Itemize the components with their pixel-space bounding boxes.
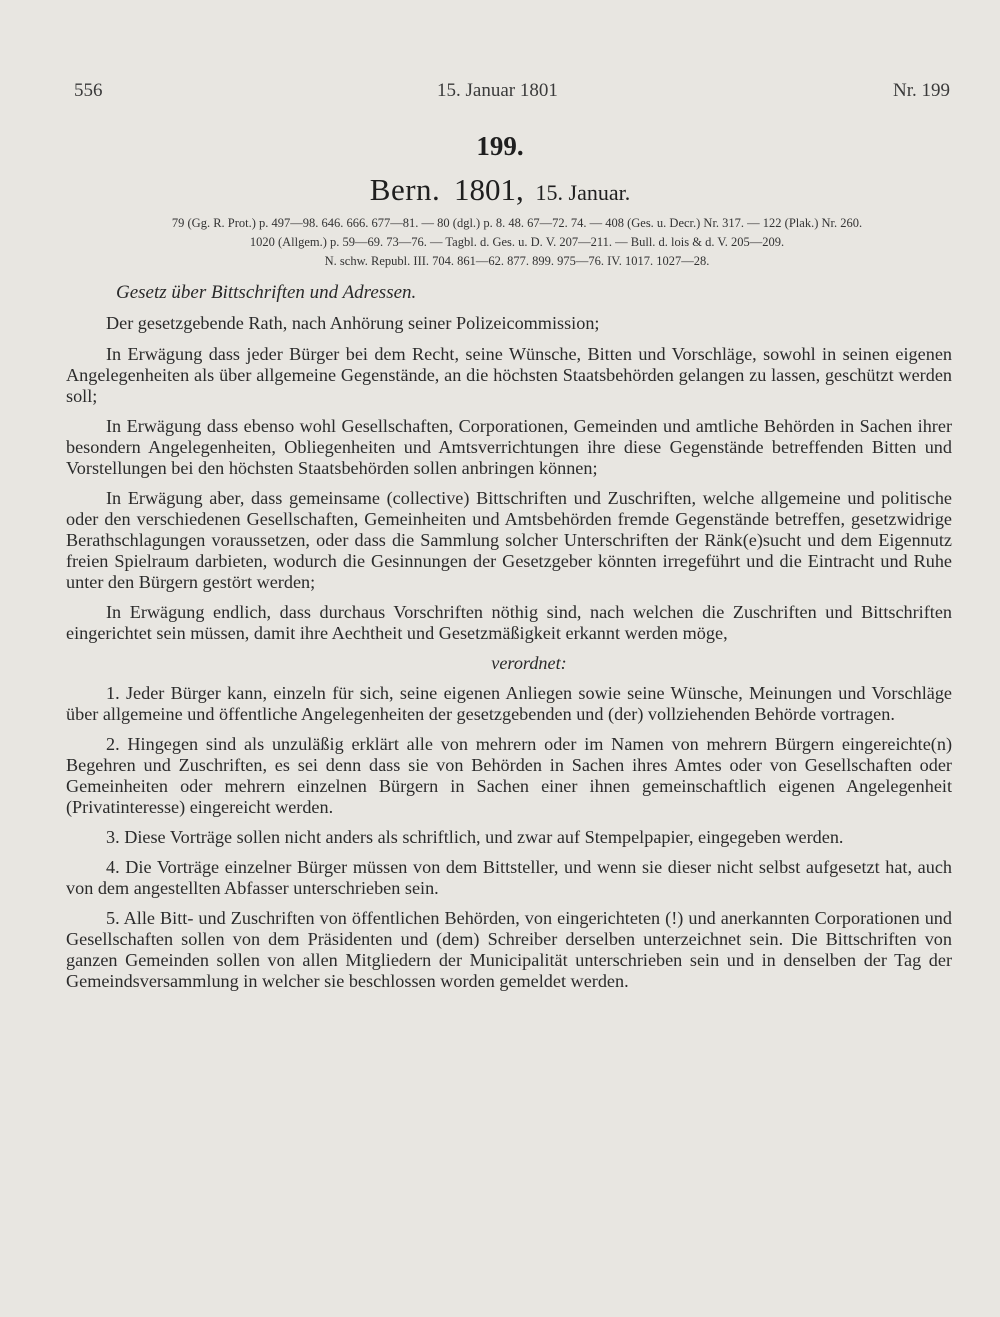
article-paragraph: 5. Alle Bitt- und Zuschriften von öffentlichen Behörden, von eingerichteten (!) und anerkannten Corporationen und Gesellschaften sollen von dem Präsidenten und (dem) Schreiber derselben unterzeichnet sein. Die Bittschriften von ganzen Gemeinden sollen von allen Mitgliedern der Municipalität unterschrieben sein und in denselben der Tag der Gemeindsversammlung in welcher sie beschlossen worden gemeldet werden.: [66, 908, 952, 991]
header-date: 15. Januar 1801: [437, 80, 558, 101]
article-paragraph: 4. Die Vorträge einzelner Bürger müssen von dem Bittsteller, und wenn sie dieser nicht selbst aufgesetzt hat, auch von dem angestellten Abfasser unterschrieben sein.: [66, 857, 952, 898]
law-body: [66, 313, 952, 1001]
decree-word: verordnet:: [491, 653, 567, 673]
preamble-paragraph: Der gesetzgebende Rath, nach Anhörung seiner Polizeicommission;: [106, 313, 600, 333]
document-number: 199.: [476, 131, 524, 161]
consideration-paragraph: In Erwägung endlich, dass durchaus Vorschriften nöthig sind, nach welchen die Zuschriften und Bittschriften eingerichtet sein müssen, damit ihre Aechtheit und Gesetzmäßigkeit erkannt werden möge,: [66, 602, 952, 643]
article-paragraph: 2. Hingegen sind als unzuläßig erklärt alle von mehrern oder im Namen von mehrern Bürgern eingereichte(n) Begehren und Zuschriften, es sei denn dass sie von Behörden in Sachen ihres Amtes oder von Gesellschaften oder Gemeinheiten oder mehrern einzelnen Bürgern in Sachen einer ihnen gemeinschaftlich eigenen Angelegenheit (Privatinteresse) eingereicht werden.: [66, 734, 952, 817]
consideration-paragraph: In Erwägung aber, dass gemeinsame (collective) Bittschriften und Zuschriften, welche allgemeine und politische oder den verschiedenen Gesellschaften, Gemeinheiten und Amtsbehörden fremde Gegenstände betreffen, gesetzwidrige Berathschlagungen voraussetzen, oder dass die Sammlung solcher Unterschriften der Ränk(e)sucht und dem Eigennutz freien Spielraum darbieten, wodurch die Gesinnungen der Gesetzgeber könnten irregeführt und die Eintracht und Ruhe unter den Bürgern gestört werden;: [66, 488, 952, 592]
article-paragraph: 3. Diese Vorträge sollen nicht anders als schriftlich, und zwar auf Stempelpapier, eingegeben werden.: [106, 827, 844, 847]
source-line: N. schw. Republ. III. 704. 861—62. 877. 899. 975—76. IV. 1017. 1027—28.: [324, 254, 710, 268]
running-header: [62, 80, 952, 110]
law-title: Gesetz über Bittschriften und Adressen.: [116, 282, 417, 303]
source-line: 1020 (Allgem.) p. 59—69. 73—76. — Tagbl. d. Ges. u. D. V. 207—211. — Bull. d. lois & d. V. 205—209.: [249, 235, 785, 249]
source-references: [112, 214, 922, 271]
source-line: 79 (Gg. R. Prot.) p. 497—98. 646. 666. 677—81. — 80 (dgl.) p. 8. 48. 67—72. 74. — 408 (Ges. u. Decr.) Nr. 317. — 122 (Plak.) Nr. 260.: [171, 216, 863, 230]
article-paragraph: 1. Jeder Bürger kann, einzeln für sich, seine eigenen Anliegen sowie seine Wünsche, Meinungen und Vorschläge über allgemeine und öffentliche Angelegenheiten der gesetzgebenden und (der) vollziehenden Behörde vortragen.: [66, 683, 952, 724]
heading-place: Bern.: [369, 172, 441, 207]
heading-day: 15. Januar.: [535, 180, 631, 205]
page-number: 556: [74, 80, 103, 101]
document-heading: [0, 172, 1000, 208]
header-document-number: Nr. 199: [893, 80, 950, 101]
heading-year: 1801,: [454, 172, 524, 207]
consideration-paragraph: In Erwägung dass jeder Bürger bei dem Recht, seine Wünsche, Bitten und Vorschläge, sowohl in seinen eigenen Angelegenheiten als über allgemeine Gegenstände, an die höchsten Staatsbehörden gelangen zu lassen, geschützt werden soll;: [66, 344, 952, 406]
consideration-paragraph: In Erwägung dass ebenso wohl Gesellschaften, Corporationen, Gemeinden und amtliche Behörden in Sachen ihrer besondern Angelegenheiten, Obliegenheiten und Amtsverrichtungen ihre diese Gegenstände betreffenden Bitten und Vorstellungen bei den höchsten Staatsbehörden sollen anbringen können;: [66, 416, 952, 478]
